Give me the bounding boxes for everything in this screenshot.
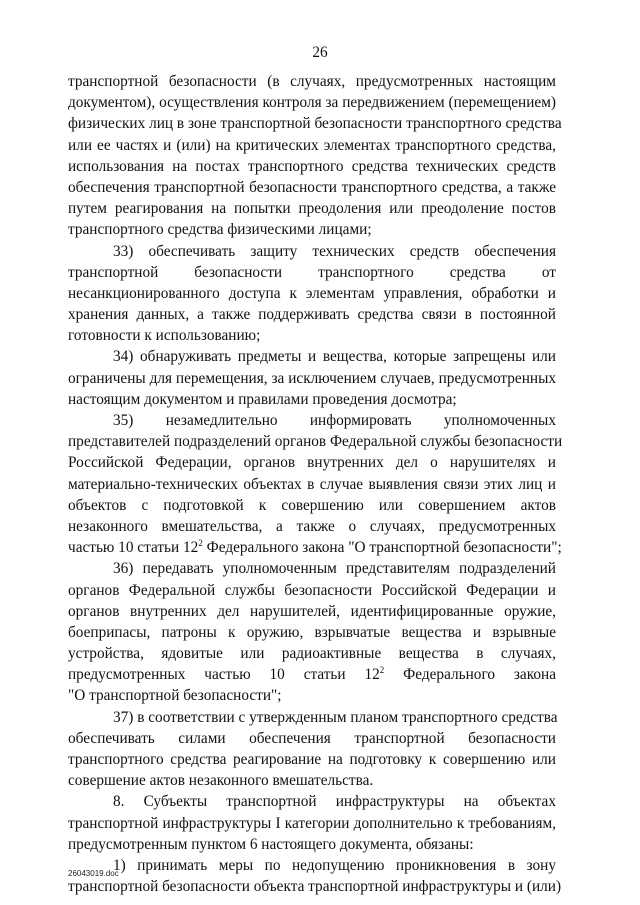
text-line: обеспечения транспортной безопасности транспортного средства, а также <box>68 178 556 196</box>
text-line: или ее частях и (или) на критических элементах транспортного средства, <box>68 136 556 154</box>
paragraph <box>68 558 556 706</box>
text-line: предусмотренным пунктом 6 настоящего документа, обязаны: <box>68 835 474 853</box>
text-line: частью 10 статьи $12^2$ Федерального закона "О транспортной безопасности"; <box>68 538 562 557</box>
paragraph <box>68 707 556 792</box>
text-line: 8. Субъекты транспортной инфраструктуры на объектах <box>113 793 556 811</box>
text-line: органов внутренних дел нарушителей, идентифицированные оружие, <box>68 602 556 620</box>
text-line: "О транспортной безопасности"; <box>68 687 282 705</box>
text-line: объектов с подготовкой к совершению или совершением актов <box>68 496 556 514</box>
text-line: материально-технических объектах в случае выявления связи этих лиц и <box>68 475 556 493</box>
paragraph <box>68 410 563 558</box>
text-line: 35) незамедлительно информировать уполномоченных <box>113 412 556 429</box>
text-line: 33) обеспечивать защиту технических средств обеспечения <box>113 242 556 260</box>
text-line: 37) в соответствии с утвержденным планом транспортного средства <box>113 708 558 726</box>
footer-filename: 26043019.doc <box>68 869 119 878</box>
text-line: незаконного вмешательства, а также о случаях, предусмотренных <box>68 517 556 535</box>
text-line: 36) передавать уполномоченным представителям подразделений <box>113 560 556 578</box>
page-number: 26 <box>312 44 328 61</box>
text-line: документом), осуществления контроля за передвижением (перемещением) <box>68 94 556 112</box>
superscript: 2 <box>198 538 203 549</box>
text-line: готовности к использованию; <box>68 327 261 345</box>
paragraph <box>68 241 556 347</box>
text-line: транспортного средства реагирование на подготовку к совершению или <box>68 751 556 768</box>
text-line: ограничены для перемещения, за исключением случаев, предусмотренных <box>68 369 556 387</box>
text-line: 34) обнаруживать предметы и вещества, которые запрещены или <box>113 348 556 366</box>
paragraph <box>68 71 562 241</box>
text-line: несанкционированного доступа к элементам управления, обработки и <box>68 284 556 302</box>
text-line: обеспечивать силами обеспечения транспортной безопасности <box>68 729 556 747</box>
text-line: предусмотренных частью 10 статьи $12^2$ Федерального закона <box>68 665 556 684</box>
text-line: физических лиц в зоне транспортной безопасности транспортного средства <box>68 115 562 133</box>
text-line: 1) принимать меры по недопущению проникновения в зону <box>113 856 556 874</box>
text-line: транспортной безопасности (в случаях, предусмотренных настоящим <box>68 73 556 90</box>
paragraph <box>68 346 556 410</box>
text-line: использования на постах транспортного средства технических средств <box>68 157 556 175</box>
document-body <box>68 71 563 897</box>
text-line: путем реагирования на попытки преодоления или преодоление постов <box>68 200 556 218</box>
text-line: транспортной безопасности транспортного средства от <box>68 263 556 281</box>
text-line: Российской Федерации, органов внутренних дел о нарушителях и <box>68 454 556 472</box>
text-line: совершение актов незаконного вмешательства. <box>68 772 374 790</box>
text-line: настоящим документом и правилами проведения досмотра; <box>68 390 457 408</box>
text-line: органов Федеральной службы безопасности Российской Федерации и <box>68 581 556 599</box>
text-line: транспортной безопасности объекта транспортной инфраструктуры и (или) <box>68 878 562 896</box>
paragraph <box>68 791 556 855</box>
text-line: устройства, ядовитые или радиоактивные вещества в случаях, <box>68 645 556 663</box>
text-line: хранения данных, а также поддерживать средства связи в постоянной <box>68 306 556 324</box>
text-line: боеприпасы, патроны к оружию, взрывчатые вещества и взрывные <box>68 623 556 641</box>
superscript: 2 <box>379 665 385 676</box>
text-line: транспортного средства физическими лицами; <box>68 221 372 239</box>
text-line: представителей подразделений органов Федеральной службы безопасности <box>68 433 563 451</box>
text-line: транспортной инфраструктуры I категории дополнительно к требованиям, <box>68 814 556 832</box>
paragraph <box>68 855 562 897</box>
